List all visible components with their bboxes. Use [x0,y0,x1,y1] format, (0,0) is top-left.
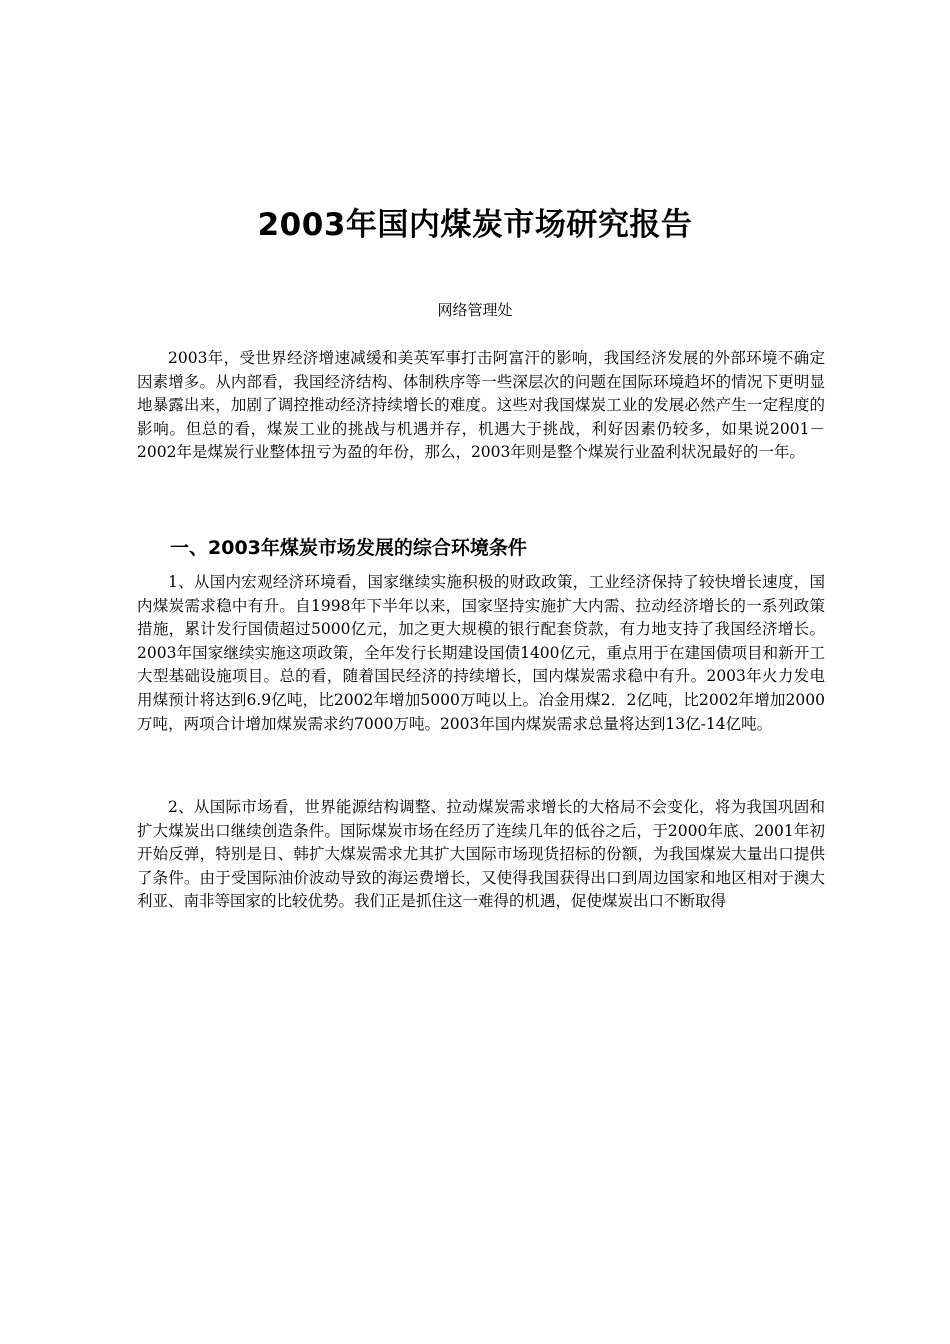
body-paragraph: 1、从国内宏观经济环境看，国家继续实施积极的财政政策，工业经济保持了较快增长速度，国内煤炭需求稳中有升。自1998年下半年以来，国家坚持实施扩大内需、拉动经济增长的一系列政策措施，累计发行国债超过5000亿元，加之更大规模的银行配套贷款，有力地支持了我国经济增长。2003年国家继续实施这项政策，全年发行长期建设国债1400亿元，重点用于在建国债项目和新开工大型基础设施项目。总的看，随着国民经济的持续增长，国内煤炭需求稳中有升。2003年火力发电用煤预计将达到6.9亿吨，比2002年增加5000万吨以上。冶金用煤2．2亿吨，比2002年增加2000万吨，两项合计增加煤炭需求约7000万吨。2003年国内煤炭需求总量将达到13亿-14亿吨。 [137,573,825,733]
intro-paragraph: 2003年，受世界经济增速减缓和美英军事打击阿富汗的影响，我国经济发展的外部环境不确定因素增多。从内部看，我国经济结构、体制秩序等一些深层次的问题在国际环境趋坏的情况下更明显地暴露出来，加剧了调控推动经济持续增长的难度。这些对我国煤炭工业的发展必然产生一定程度的影响。但总的看，煤炭工业的挑战与机遇并存，机遇大于挑战，利好因素仍较多，如果说2001－2002年是煤炭行业整体扭亏为盈的年份，那么，2003年则是整个煤炭行业盈利状况最好的一年。 [137,349,825,462]
body-paragraph: 2、从国际市场看，世界能源结构调整、拉动煤炭需求增长的大格局不会变化，将为我国巩固和扩大煤炭出口继续创造条件。国际煤炭市场在经历了连续几年的低谷之后，于2000年底、2001年初开始反弹，特别是日、韩扩大煤炭需求尤其扩大国际市场现货招标的份额，为我国煤炭大量出口提供了条件。由于受国际油价波动导致的海运费增长，又使得我国获得出口到周边国家和地区相对于澳大利亚、南非等国家的比较优势。我们正是抓住这一难得的机遇，促使煤炭出口不断取得 [137,798,825,911]
section-heading: 一、2003年煤炭市场发展的综合环境条件 [170,537,527,559]
author-line: 网络管理处 [437,301,513,319]
document-title: 2003年国内煤炭市场研究报告 [257,207,693,243]
